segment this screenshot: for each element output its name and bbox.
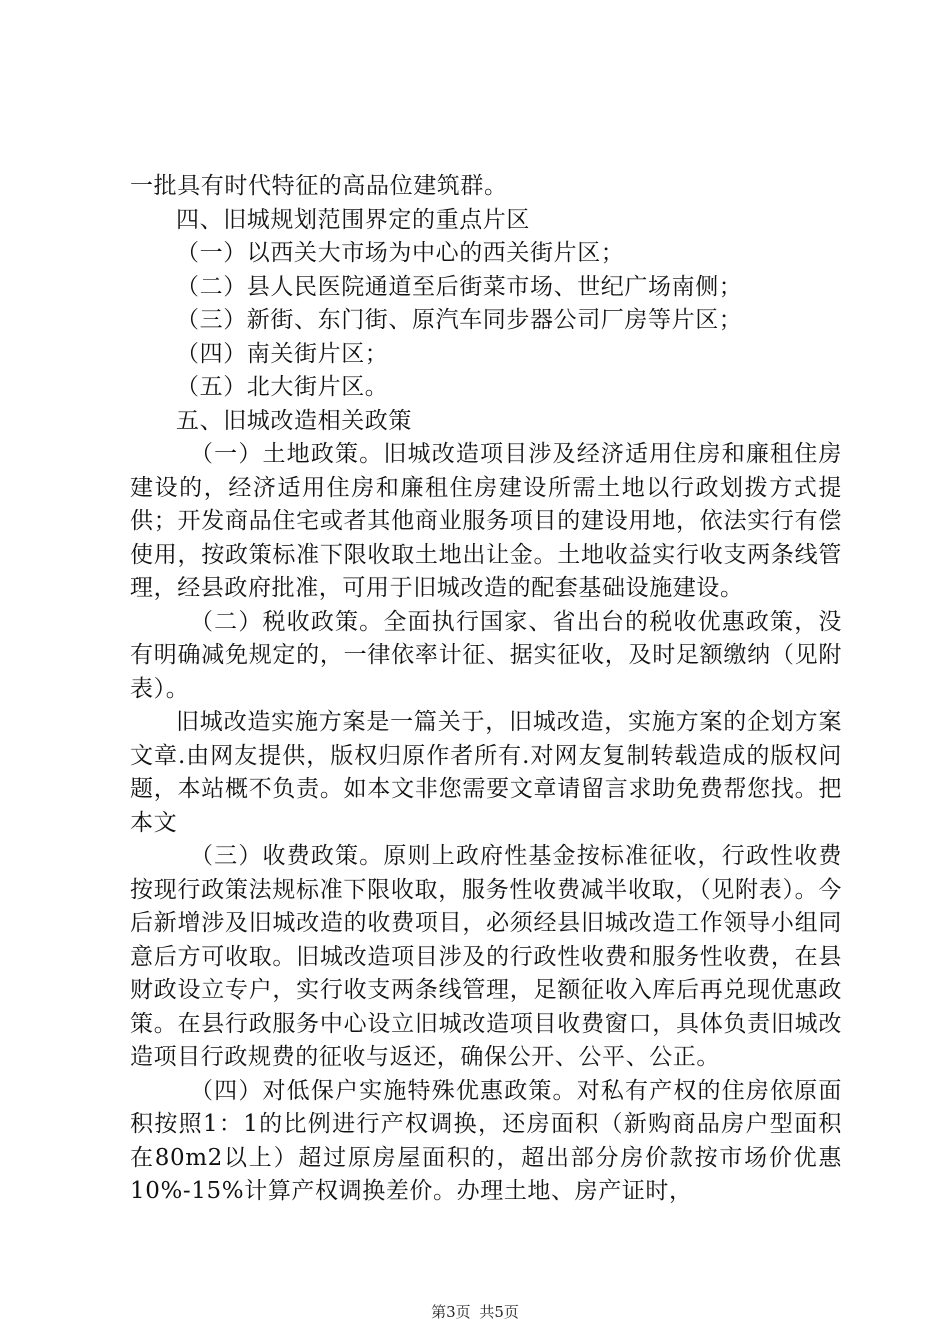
page-number: 第3页 (431, 1303, 471, 1321)
paragraph-land-policy: （一）土地政策。旧城改造项目涉及经济适用住房和廉租住房建设的，经济适用住房和廉租住房建设所需土地以行政划拨方式提供；开发商品住宅或者其他商业服务项目的建设用地，依法实行有偿使用，按政策标准下限收取土地出让金。土地收益实行收支两条线管理，经县政府批准，可用于旧城改造的配套基础设施建设。 (130, 441, 842, 601)
list-item: （五）北大街片区。 (176, 374, 389, 400)
page-footer (0, 1302, 950, 1322)
section-heading-4: 四、旧城规划范围界定的重点片区 (176, 206, 530, 233)
list-item: （四）南关街片区； (176, 340, 389, 367)
list-item: （一）以西关大市场为中心的西关街片区； (176, 240, 625, 266)
paragraph-source-notice: 旧城改造实施方案是一篇关于，旧城改造，实施方案的企划方案文章.由网友提供，版权归原作者所有.对网友复制转载造成的版权问题，本站概不负责。如本文非您需要文章请留言求助免费帮您找。把本文 (130, 709, 842, 836)
paragraph-tax-policy: （二）税收政策。全面执行国家、省出台的税收优惠政策，没有明确减免规定的，一律依率计征、据实征收，及时足额缴纳（见附表）。 (130, 608, 842, 702)
list-item: （二）县人民医院通道至后街菜市场、世纪广场南侧； (176, 273, 743, 300)
paragraph-continuation: 一批具有时代特征的高品位建筑群。 (130, 173, 508, 199)
list-item: （三）新街、东门街、原汽车同步器公司厂房等片区； (176, 307, 743, 333)
page-total: 共5页 (479, 1303, 519, 1321)
paragraph-fee-policy: （三）收费政策。原则上政府性基金按标准征收，行政性收费按现行政策法规标准下限收取，服务性收费减半收取，（见附表）。今后新增涉及旧城改造的收费项目，必须经县旧城改造工作领导小组同意后方可收取。旧城改造项目涉及的行政性收费和服务性收费，在县财政设立专户，实行收支两条线管理，足额征收入库后再兑现优惠政策。在县行政服务中心设立旧城改造项目收费窗口，具体负责旧城改造项目行政规费的征收与返还，确保公开、公平、公正。 (130, 843, 842, 1070)
section-heading-5: 五、旧城改造相关政策 (176, 407, 412, 434)
document-body (130, 170, 842, 1209)
paragraph-low-income-policy: （四）对低保户实施特殊优惠政策。对私有产权的住房依原面积按照1：1的比例进行产权调换，还房面积（新购商品房户型面积在80m2以上）超过原房屋面积的，超出部分房价款按市场价优惠10%-15%计算产权调换差价。办理土地、房产证时， (130, 1077, 842, 1204)
